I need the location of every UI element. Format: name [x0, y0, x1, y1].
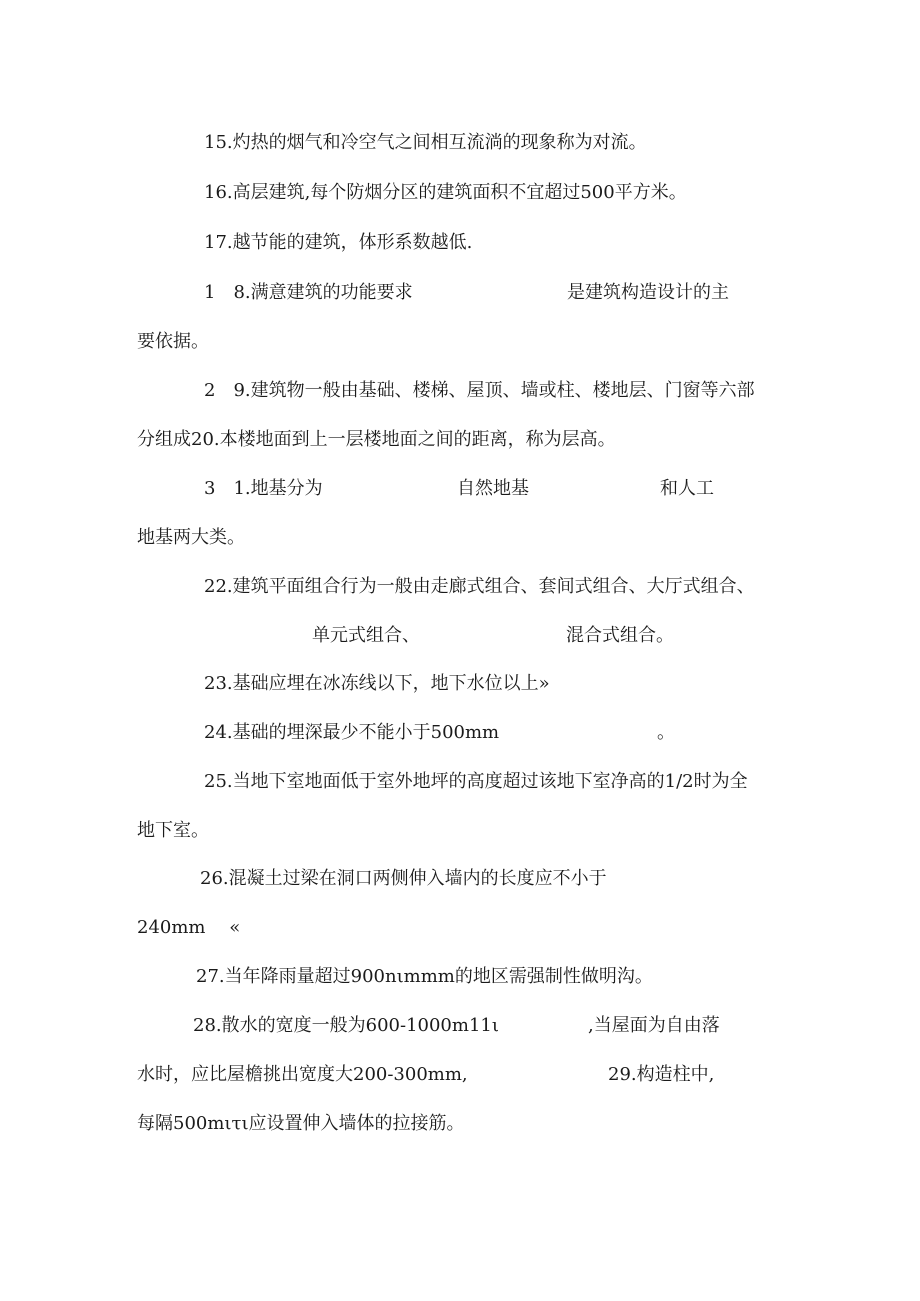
line-21-cont: 地基两大类。: [137, 527, 245, 548]
line-27: 27.当年降雨量超过900nιmmm的地区需强制性做明沟。: [196, 966, 653, 987]
line-19-cont: 分组成20.本楼地面到上一层楼地面之间的距离，称为层高。: [137, 429, 616, 450]
line-24: 24.基础的埋深最少不能小于500mm: [204, 722, 500, 743]
line-18-cont: 要依据。: [137, 331, 209, 352]
line-21-end: 和人工: [660, 478, 714, 499]
line-18-start: 1 8.满意建筑的功能要求: [204, 282, 413, 303]
line-22-cont-b: 混合式组合。: [566, 625, 674, 646]
line-28-cont: 水时，应比屋檐挑出宽度大200-300mm,: [137, 1064, 468, 1085]
line-24-end: 。: [657, 722, 675, 743]
line-22-cont-a: 单元式组合、: [312, 625, 420, 646]
line-15: 15.灼热的烟气和冷空气之间相互流淌的现象称为对流。: [204, 132, 647, 153]
line-17: 17.越节能的建筑，体形系数越低.: [204, 232, 473, 253]
line-28: 28.散水的宽度一般为600-1000m11ι: [193, 1015, 499, 1036]
line-19: 2 9.建筑物一般由基础、楼梯、屋顶、墙或柱、楼地层、门窗等六部: [204, 380, 755, 401]
line-25: 25.当地下室地面低于室外地坪的高度超过该地下室净高的1/2时为全: [204, 771, 748, 792]
line-29-cont: 每隔500mιτι应设置伸入墙体的拉接筋。: [137, 1113, 465, 1134]
line-21-start: 3 1.地基分为: [204, 478, 323, 499]
line-25-cont: 地下室。: [137, 820, 209, 841]
line-16: 16.高层建筑,每个防烟分区的建筑面积不宜超过500平方米。: [204, 182, 687, 203]
line-26-cont: 240mm «: [137, 917, 241, 938]
line-18-end: 是建筑构造设计的主: [567, 282, 729, 303]
line-22: 22.建筑平面组合行为一般由走廊式组合、套间式组合、大厅式组合、: [204, 576, 755, 597]
line-21-middle: 自然地基: [457, 478, 529, 499]
line-28-end: ,当屋面为自由落: [588, 1015, 720, 1036]
line-29: 29.构造柱中,: [608, 1064, 715, 1085]
line-23: 23.基础应埋在冰冻线以下，地下水位以上»: [204, 673, 550, 694]
line-26: 26.混凝土过梁在洞口两侧伸入墙内的长度应不小于: [200, 868, 607, 889]
